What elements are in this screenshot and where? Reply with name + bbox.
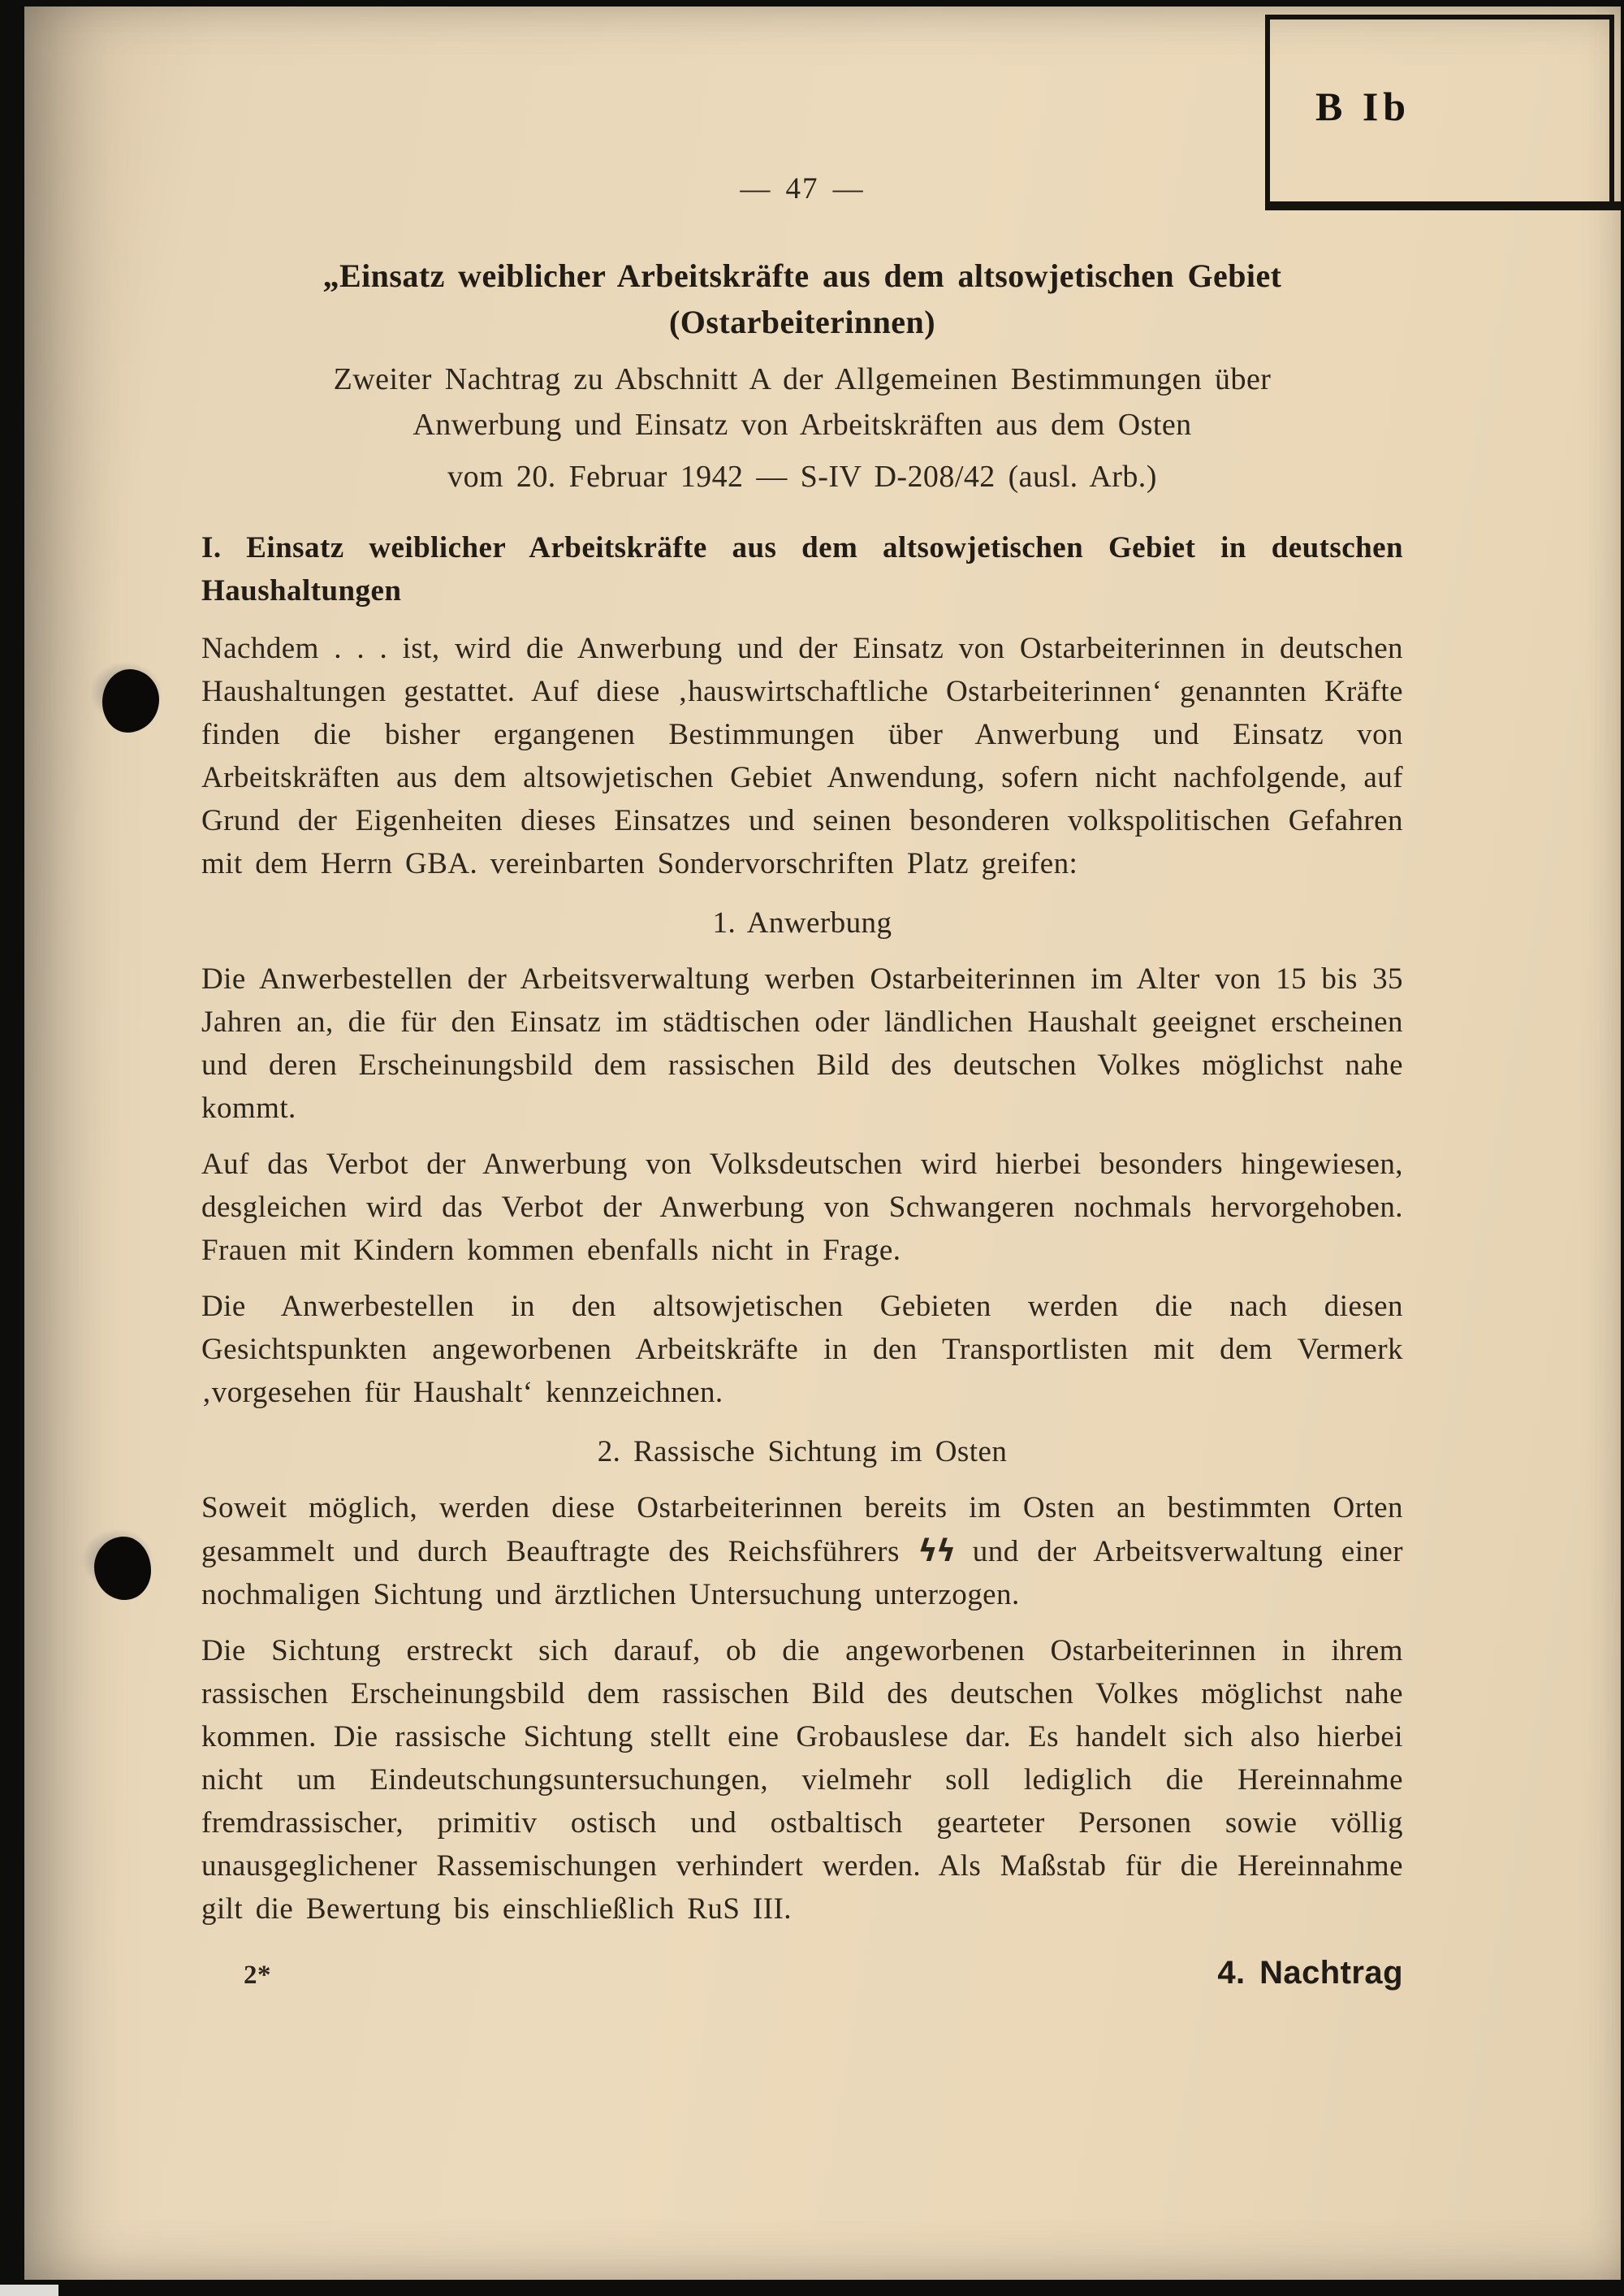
subtitle-line-1: Zweiter Nachtrag zu Abschnitt A der Allgemeinen Bestimmungen über bbox=[333, 362, 1272, 396]
document-title bbox=[201, 253, 1403, 345]
ss-runes-symbol: ϟϟ bbox=[918, 1533, 955, 1568]
signature-mark: 2* bbox=[244, 1961, 271, 1990]
paragraph-intro: Nachdem . . . ist, wird die Anwerbung und der Einsatz von Ostarbeiterinnen in deutschen Haushaltungen gestattet. Auf diese ‚hauswirtschaftliche Ostarbeiterinnen‘ genannten Kräfte finden die bisher ergangenen Bestimmungen über Anwerbung und Einsatz von Arbeitskräften aus dem altsowjetischen Gebiet Anwendung, sofern nicht nachfolgende, auf Grund der Eigenheiten dieses Einsatzes und seinen besonderen volkspolitischen Gefahren mit dem Herrn GBA. vereinbarten Sondervorschriften Platz greifen: bbox=[201, 632, 1403, 880]
text-column bbox=[201, 6, 1403, 1997]
paragraph-2-2: Die Sichtung erstreckt sich darauf, ob die angeworbenen Ostarbeiterinnen in ihrem rassischen Erscheinungsbild dem rassischen Bild des deutschen Volkes möglichst nahe kommen. Die rassische Sichtung stellt eine Grobauslese dar. Es handelt sich also hierbei nicht um Eindeutschungsuntersuchungen, vielmehr soll lediglich die Hereinnahme fremdrassischer, primitiv ostisch und ostbaltisch gearteter Personen sowie völlig unausgeglichener Rassemischungen verhindert werden. Als Maßstab für die Hereinnahme gilt die Bewertung bis einschließlich RuS III. bbox=[201, 1634, 1403, 1926]
title-line-1: „Einsatz weiblicher Arbeitskräfte aus dem altsowjetischen Gebiet bbox=[322, 257, 1282, 294]
subsection-heading-1: 1. Anwerbung bbox=[712, 906, 892, 940]
paragraph-1-2: Auf das Verbot der Anwerbung von Volksdeutschen wird hierbei besonders hingewiesen, desgleichen wird das Verbot der Anwerbung von Schwangeren nochmals hervorgehoben. Frauen mit Kindern kommen ebenfalls nicht in Frage. bbox=[201, 1148, 1403, 1267]
paragraph-1-3: Die Anwerbestellen in den altsowjetischen Gebieten werden die nach diesen Gesichtspunkten angeworbenen Arbeitskräfte in den Transportlisten mit dem Vermerk ‚vorgesehen für Haushalt‘ kennzeichnen. bbox=[201, 1290, 1403, 1409]
subsection-heading-2: 2. Rassische Sichtung im Osten bbox=[597, 1435, 1008, 1468]
paragraph-2-1-text-after: und der Arbeitsverwaltung einer nochmaligen Sichtung und ärztlichen Untersuchung unterzogen. bbox=[201, 1535, 1403, 1611]
paper-sheet bbox=[24, 6, 1621, 2280]
footer-label: 4. Nachtrag bbox=[1217, 1955, 1403, 1991]
paragraph-2-1-text-before: Soweit möglich, werden diese Ostarbeiterinnen bereits im Osten an bestimmten Orten gesammelt und durch Beauftragte des Reichsführers bbox=[201, 1491, 1403, 1568]
paragraph-1-1: Die Anwerbestellen der Arbeitsverwaltung werben Ostarbeiterinnen im Alter von 15 bis 35 Jahren an, die für den Einsatz im städtischen oder ländlichen Haushalt geeignet erscheinen und deren Erscheinungsbild dem rassischen Bild des deutschen Volkes möglichst nahe kommt. bbox=[201, 962, 1403, 1125]
paragraph-2-1 bbox=[201, 1486, 1403, 1616]
page-footer bbox=[201, 1952, 1403, 1997]
punch-hole-icon bbox=[94, 1537, 151, 1600]
document-subtitle bbox=[201, 357, 1403, 448]
subtitle-line-2: Anwerbung und Einsatz von Arbeitskräften aus dem Osten bbox=[412, 408, 1192, 442]
section-heading-roman-I: I. Einsatz weiblicher Arbeitskräfte aus dem altsowjetischen Gebiet in deutschen Haushaltungen bbox=[201, 531, 1403, 608]
date-reference-line: vom 20. Februar 1942 — S-IV D-208/42 (ausl. Arb.) bbox=[447, 460, 1157, 494]
scan-edge-sliver bbox=[0, 2285, 58, 2296]
page-number: — 47 — bbox=[740, 172, 865, 205]
classification-label: B Ib bbox=[1315, 84, 1411, 129]
title-line-2: (Ostarbeiterinnen) bbox=[669, 304, 935, 340]
